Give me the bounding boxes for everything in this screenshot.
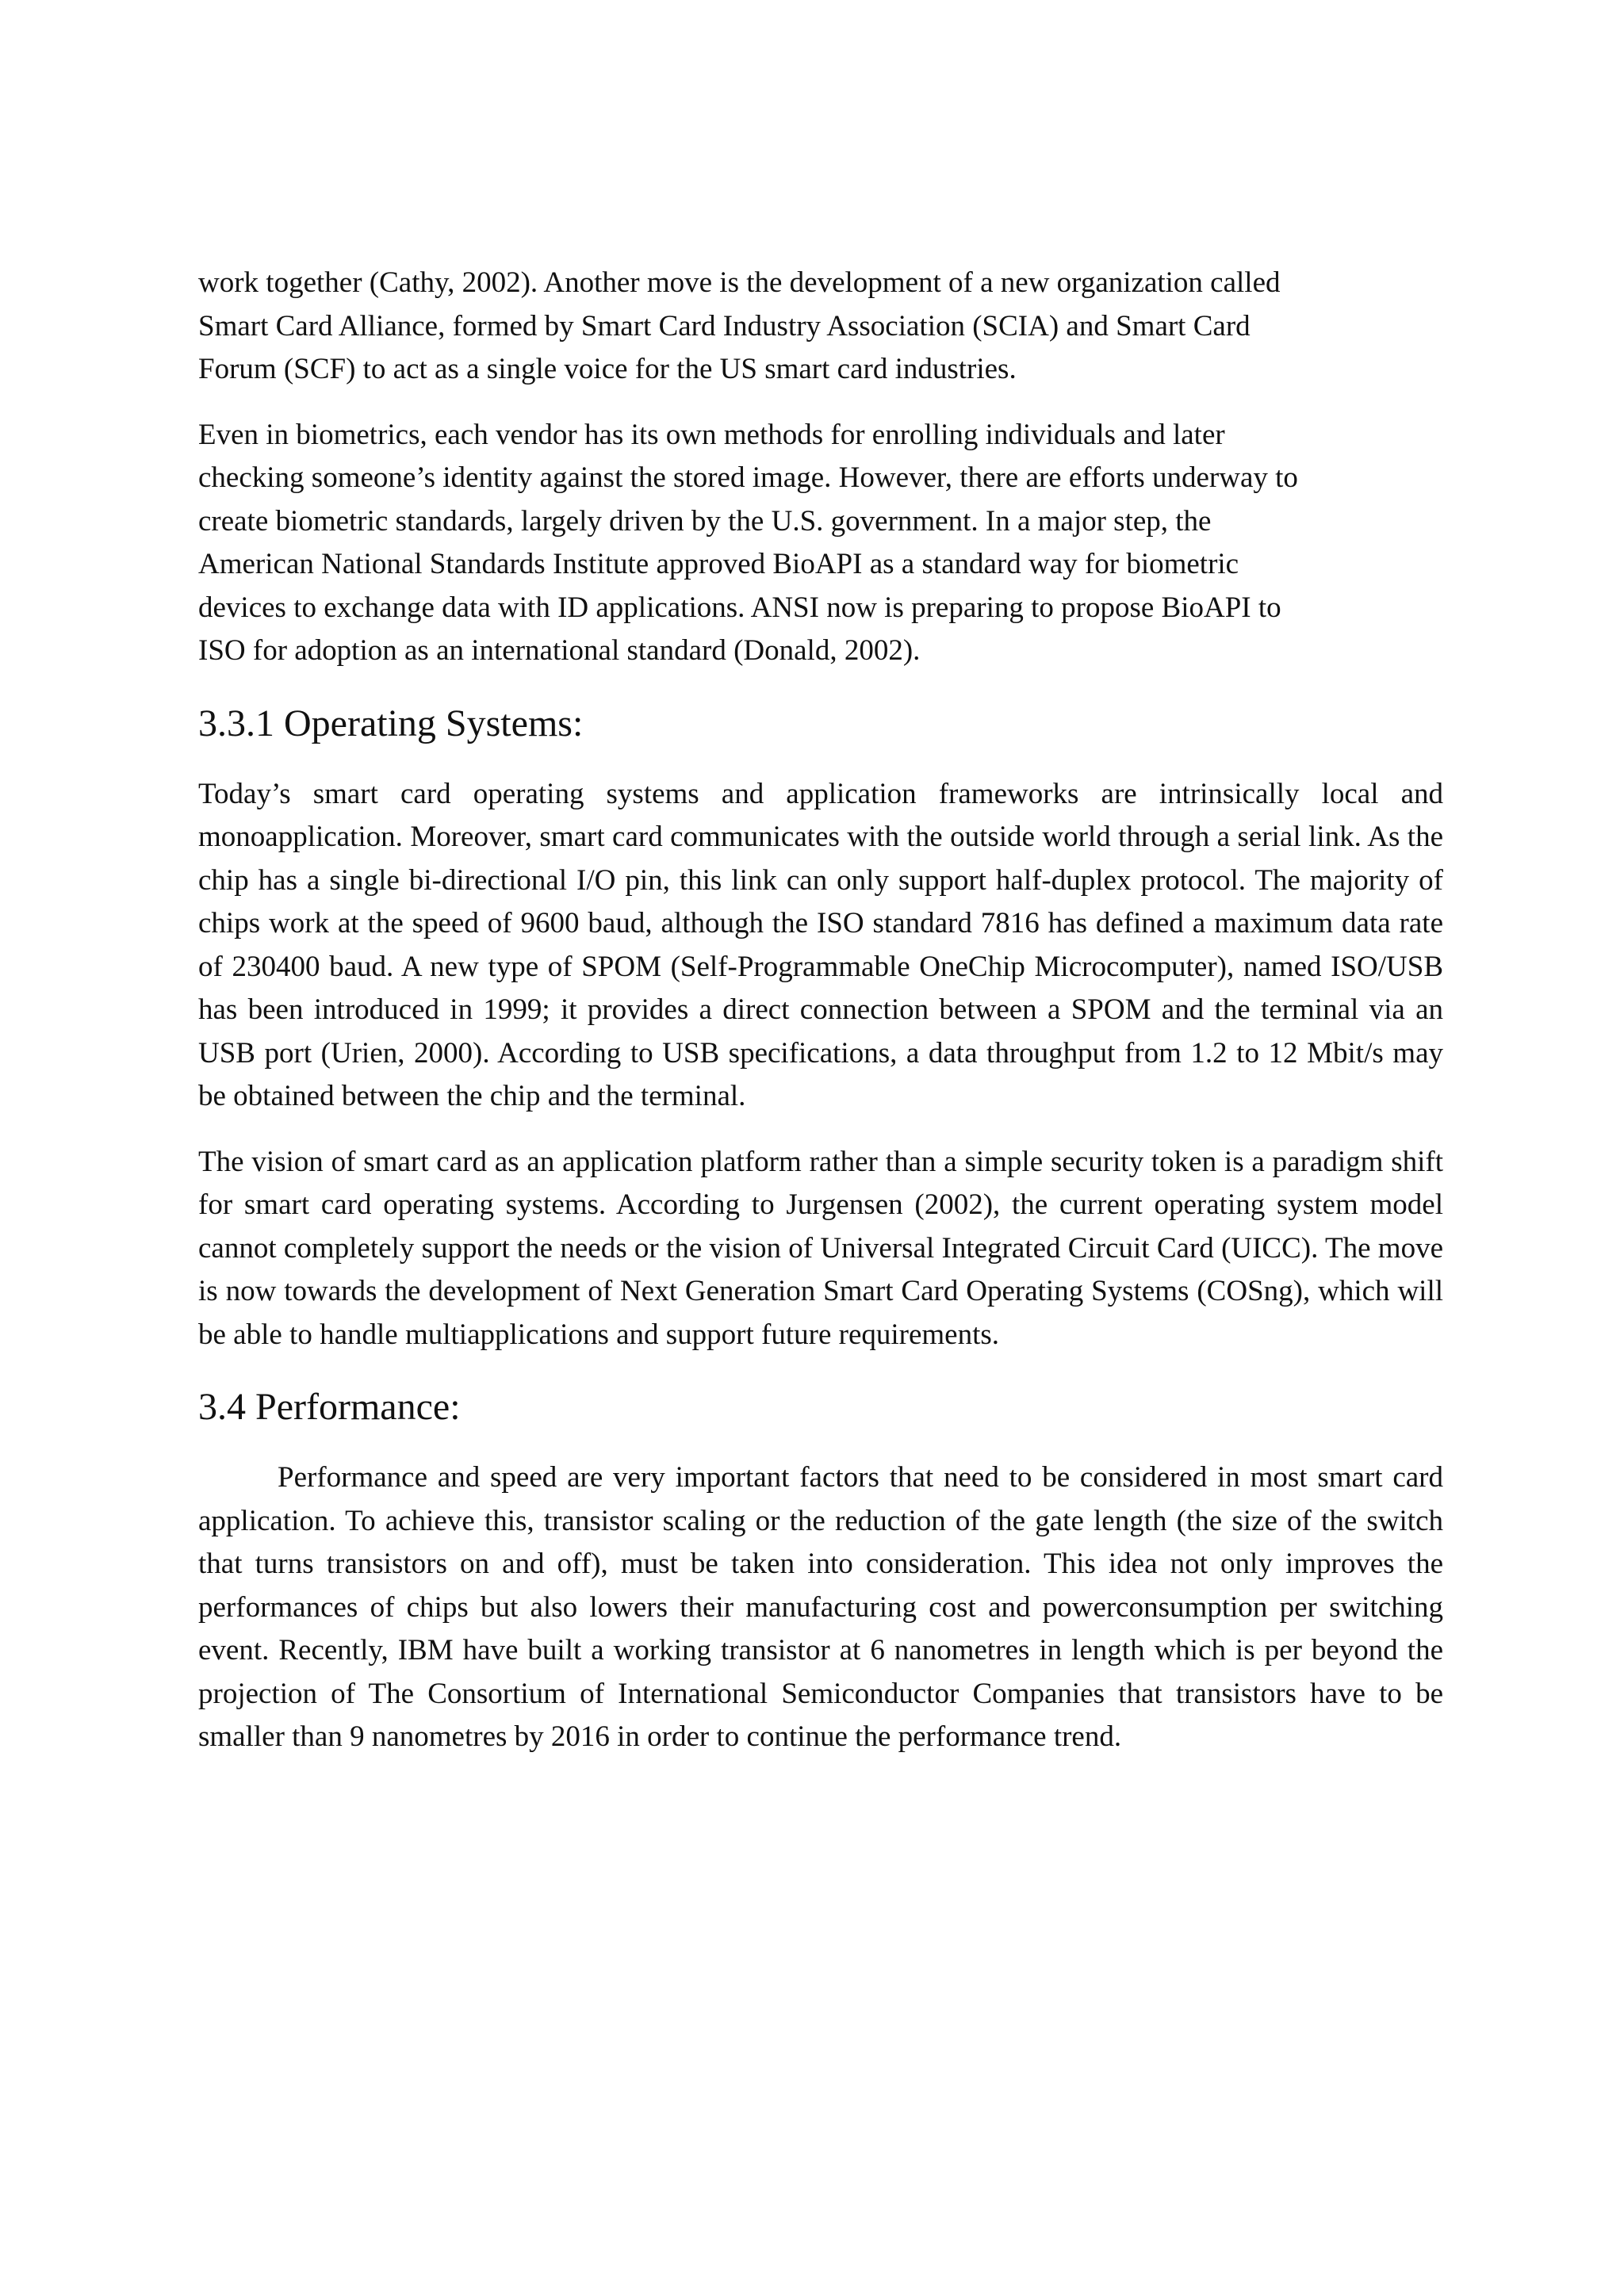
text-line: devices to exchange data with ID applications. ANSI now is preparing to propose BioAPI to — [198, 591, 1281, 624]
text-line: ISO for adoption as an international standard (Donald, 2002). — [198, 634, 921, 667]
section-heading-performance: 3.4 Performance: — [198, 1386, 461, 1428]
text-line: checking someone’s identity against the stored image. However, there are efforts underway to — [198, 461, 1298, 494]
text-line: create biometric standards, largely driven by the U.S. government. In a major step, the — [198, 504, 1212, 538]
paragraph-smart-card-alliance — [198, 262, 1443, 392]
text-line: Forum (SCF) to act as a single voice for the US smart card industries. — [198, 353, 1017, 385]
paragraph-biometrics — [198, 414, 1443, 673]
paragraph-operating-systems-2: The vision of smart card as an application platform rather than a simple security token is a paradigm shift for smart card operating systems. According to Jurgensen (2002), the current operating system model cannot completely support the needs or the vision of Universal Integrated Circuit Card (UICC). The move is now towards the development of Next Generation Smart Card Operating Systems (COSng), which will be able to handle multiapplications and support future requirements. — [198, 1145, 1443, 1351]
text-line: American National Standards Institute approved BioAPI as a standard way for biometric — [198, 548, 1239, 580]
text-line: Even in biometrics, each vendor has its own methods for enrolling individuals and later — [198, 418, 1225, 451]
paragraph-operating-systems-1: Today’s smart card operating systems and application frameworks are intrinsically local and monoapplication. Moreover, smart card communicates with the outside world through a serial link. As the chip has a single bi-directional I/O pin, this link can only support half-duplex protocol. The majority of chips work at the speed of 9600 baud, although the ISO standard 7816 has defined a maximum data rate of 230400 baud. A new type of SPOM (Self-Programmable OneChip Microcomputer), named ISO/USB has been introduced in 1999; it provides a direct connection between a SPOM and the terminal via an USB port (Urien, 2000). According to USB specifications, a data throughput from 1.2 to 12 Mbit/s may be obtained between the chip and the terminal. — [198, 777, 1443, 1112]
document-page — [198, 262, 1443, 1759]
paragraph-performance: Performance and speed are very important factors that need to be considered in most smart card application. To achieve this, transistor scaling or the reduction of the gate length (the size of the switch that turns transistors on and off), must be taken into consideration. This idea not only improves the performances of chips but also lowers their manufacturing cost and powerconsumption per switching event. Recently, IBM have built a working transistor at 6 nanometres in length which is per beyond the projection of The Consortium of International Semiconductor Companies that transistors have to be smaller than 9 nanometres by 2016 in order to continue the performance trend. — [198, 1461, 1443, 1753]
section-heading-operating-systems: 3.3.1 Operating Systems: — [198, 702, 584, 744]
text-line: Smart Card Alliance, formed by Smart Card Industry Association (SCIA) and Smart Card — [198, 309, 1251, 342]
text-line: work together (Cathy, 2002). Another move is the development of a new organization called — [198, 266, 1281, 299]
